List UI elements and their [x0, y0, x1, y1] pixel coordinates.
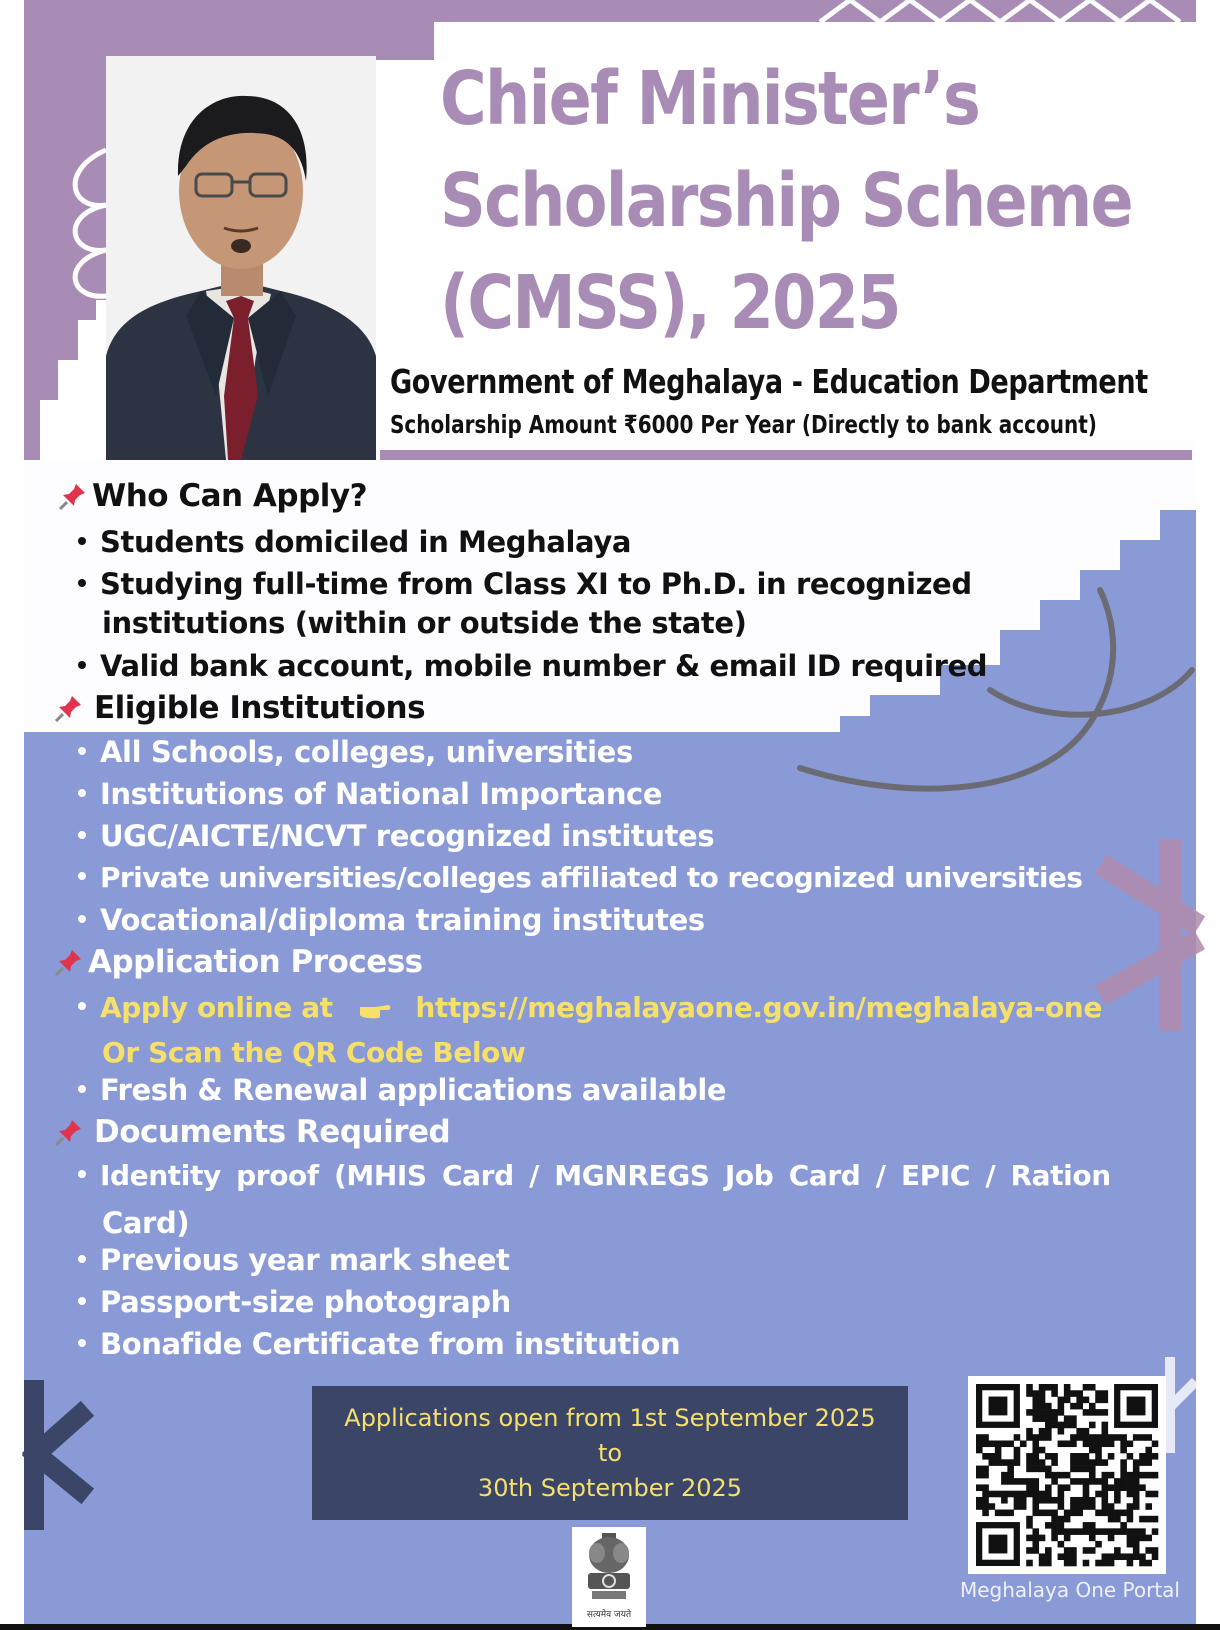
pushpin-icon — [54, 693, 84, 723]
list-item — [78, 816, 714, 856]
list-item-text: All Schools, colleges, universities — [100, 735, 633, 769]
application-process-heading — [54, 944, 423, 980]
bullet-dot — [78, 789, 86, 797]
list-item — [78, 564, 972, 604]
bullet-dot — [78, 1002, 86, 1010]
bullet-dot — [78, 1170, 86, 1178]
list-item — [78, 1324, 680, 1364]
who-can-apply-label: Who Can Apply? — [92, 478, 368, 514]
qr-code[interactable] — [968, 1376, 1166, 1574]
bullet-dot — [78, 579, 86, 587]
dates-line-1: Applications open from 1st September 2025 — [344, 1403, 876, 1432]
list-item — [78, 1070, 726, 1110]
title-line-3: (CMSS), 2025 — [440, 260, 900, 346]
eligible-institutions-label: Eligible Institutions — [94, 690, 426, 726]
list-item-text: Identity proof (MHIS Card / MGNREGS Job Card / EPIC / Ration — [100, 1159, 1111, 1192]
apply-online-text: Apply online at — [100, 991, 333, 1024]
list-item — [78, 646, 987, 686]
dates-line-3: 30th September 2025 — [477, 1473, 743, 1502]
list-item — [78, 774, 662, 814]
list-item-continuation: institutions (within or outside the state) — [102, 606, 747, 640]
state-emblem — [572, 1527, 646, 1627]
dates-line-2: to — [597, 1438, 623, 1467]
list-item-continuation: Card) — [102, 1206, 190, 1240]
title-line-2: Scholarship Scheme — [440, 158, 1132, 244]
list-item-text: Students domiciled in Meghalaya — [100, 525, 631, 559]
bullet-dot — [78, 661, 86, 669]
list-item-text: Studying full-time from Class XI to Ph.D. in recognized — [100, 567, 972, 601]
bullet-dot — [78, 1297, 86, 1305]
documents-required-heading — [54, 1114, 450, 1150]
list-item — [78, 900, 705, 940]
portal-url-link[interactable]: https://meghalayaone.gov.in/meghalaya-one — [415, 991, 1102, 1024]
list-item-text: Valid bank account, mobile number & email ID required — [100, 649, 988, 683]
pushpin-icon — [54, 1117, 84, 1147]
list-item — [78, 1240, 510, 1280]
list-item — [78, 732, 633, 772]
who-can-apply-heading — [58, 478, 367, 514]
application-dates-box — [312, 1386, 908, 1520]
pushpin-icon — [58, 481, 88, 511]
bullet-dot — [78, 1085, 86, 1093]
list-item — [78, 1282, 511, 1322]
list-item-text: Bonafide Certificate from institution — [100, 1327, 681, 1361]
qr-label: Meghalaya One Portal — [960, 1578, 1180, 1602]
bullet-dot — [78, 1255, 86, 1263]
pushpin-icon — [54, 947, 84, 977]
portrait-photo — [106, 56, 376, 460]
bullet-dot — [78, 747, 86, 755]
pointing-hand-icon — [358, 997, 392, 1021]
bullet-dot — [78, 831, 86, 839]
documents-required-label: Documents Required — [94, 1114, 451, 1150]
department-subtitle: Government of Meghalaya - Education Department — [390, 362, 1148, 401]
list-item-text: UGC/AICTE/NCVT recognized institutes — [100, 819, 715, 853]
emblem-motto: सत्यमेव जयते — [586, 1610, 632, 1620]
application-process-label: Application Process — [88, 944, 423, 980]
list-item — [78, 858, 1082, 898]
bullet-dot — [78, 872, 86, 880]
eligible-institutions-heading — [54, 690, 425, 726]
bullet-dot — [78, 1339, 86, 1347]
list-item — [78, 522, 631, 562]
title-line-1: Chief Minister’s — [440, 56, 980, 142]
scholarship-amount: Scholarship Amount ₹6000 Per Year (Directly to bank account) — [390, 410, 1097, 439]
bullet-dot — [78, 537, 86, 545]
list-item-text: Previous year mark sheet — [100, 1243, 510, 1277]
list-item-text: Vocational/diploma training institutes — [100, 903, 705, 937]
list-item — [78, 1156, 1111, 1196]
bullet-dot — [78, 915, 86, 923]
list-item-text: Fresh & Renewal applications available — [100, 1073, 727, 1107]
list-item-text: Institutions of National Importance — [100, 777, 663, 811]
list-item-text: Private universities/colleges affiliated to recognized universities — [100, 861, 1083, 894]
list-item-text: Passport-size photograph — [100, 1285, 511, 1319]
apply-online-item — [78, 988, 1102, 1028]
qr-note: Or Scan the QR Code Below — [102, 1036, 526, 1069]
